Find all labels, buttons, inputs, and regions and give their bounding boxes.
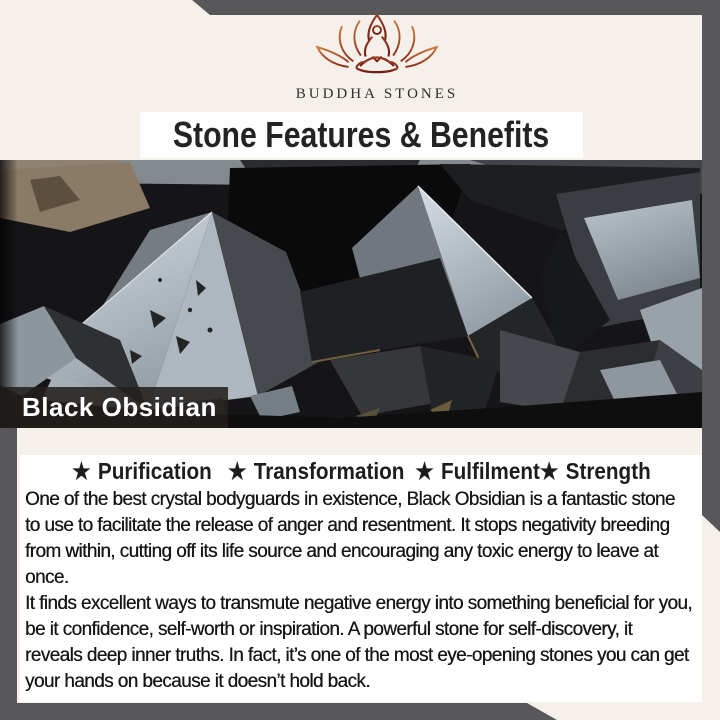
black-obsidian-photo xyxy=(0,160,702,428)
star-icon: ★ xyxy=(227,458,247,484)
brand-header xyxy=(17,12,720,103)
page-title-band xyxy=(140,112,583,158)
description-text xyxy=(20,485,696,695)
benefit-label: Purification xyxy=(97,458,212,484)
left-ribbon xyxy=(0,428,17,720)
bottom-ribbon xyxy=(0,703,557,720)
benefit-label: Strength xyxy=(565,458,651,484)
benefit-label: Transformation xyxy=(253,458,404,484)
benefit-item xyxy=(539,458,650,484)
benefit-label: Fulfilment xyxy=(440,458,540,484)
benefit-item xyxy=(72,458,212,484)
body-panel xyxy=(20,455,702,702)
star-icon: ★ xyxy=(539,458,558,484)
paragraph: It finds excellent ways to transmute negative energy into something beneficial for you, be it confidence, self-worth or inspiration. A powerful stone for self-discovery, it reveals deep inner truths. In fact, it’s one of the most eye-opening stones you can get your hands on because it doesn’t hold back. xyxy=(25,593,693,692)
page-title: Stone Features & Benefits xyxy=(173,114,550,155)
benefits-row xyxy=(20,458,702,485)
brand-name: BUDDHA STONES xyxy=(295,86,459,102)
star-icon: ★ xyxy=(71,458,91,484)
star-icon: ★ xyxy=(414,458,434,484)
benefit-item xyxy=(228,458,404,484)
photo-caption-text: Black Obsidian xyxy=(22,392,217,422)
photo-caption xyxy=(0,387,228,428)
benefit-item xyxy=(415,458,540,484)
lotus-meditation-icon xyxy=(315,12,439,84)
paragraph: One of the best crystal bodyguards in existence, Black Obsidian is a fantastic stone to use to facilitate the release of anger and resentment. It stops negativity breeding from within, cutting off its life source and encouraging any toxic energy to leave at once. xyxy=(25,489,675,588)
